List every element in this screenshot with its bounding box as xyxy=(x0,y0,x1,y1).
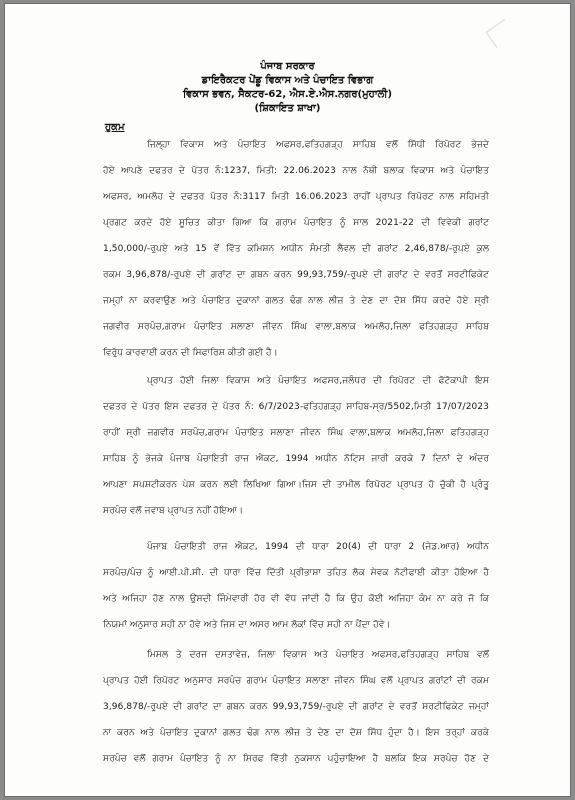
document-page xyxy=(4,3,571,797)
header-government: ਪੰਜਾਬ ਸਰਕਾਰ xyxy=(260,61,315,72)
paragraph-line: ਮਿਸਲ ਤੇ ਦਰਜ ਦਸਤਾਵੇਜ਼, ਜਿਲਾ ਵਿਕਾਸ ਅਤੇ ਪੰਚਾਇਤ ਅਫਸਰ,ਫਤਿਹਗੜ੍ਹ ਸਾਹਿਬ ਵਲੋਂ xyxy=(147,650,489,660)
paragraph-line: ਰਾਹੀਂ ਸ੍ਰੀ ਜਗਵੀਰ ਸਰਪੰਚ,ਗਰਾਮ ਪੰਚਾਇਤ ਸਲਾਣਾ ਜੀਵਨ ਸਿੰਘ ਵਾਲਾ,ਬਲਾਕ ਅਮਲੋਹ,ਜਿਲਾ ਫਤਿਹਗੜ੍ਹ xyxy=(103,428,489,438)
paragraph-line: ਪੰਜਾਬ ਪੰਚਾਇਤੀ ਰਾਜ ਐਕਟ, 1994 ਦੀ ਧਾਰਾ 20(4) ਦੀ ਧਾਰਾ 2 (ਜੇਡ.ਆਰ) ਅਧੀਨ xyxy=(147,542,489,552)
paragraph-line: ਜਮ੍ਹਾਂ ਨਾ ਕਰਵਾਉਣ ਅਤੇ ਪੰਚਾਇਤ ਦੁਕਾਨਾਂ ਗਲਤ ਢੰਗ ਨਾਲ ਲੀਜ਼ ਤੇ ਦੇਣ ਦਾ ਦੋਸ਼ ਸਿੱਧ ਕਰਦੇ ਹੋਏ ਸ੍ਰੀ xyxy=(103,296,489,306)
paragraph-line: ਆਪਣਾ ਸਪਸ਼ਟੀਕਰਨ ਪੇਸ਼ ਕਰਨ ਲਈ ਲਿਖਿਆ ਗਿਆ।ਜਿਸ ਦੀ ਤਾਮੀਲ ਰਿਪੋਰਟ ਪ੍ਰਾਪਤ ਹੋ ਚੁੱਕੀ ਹੈ ਪ੍ਰੰਤੂ xyxy=(103,480,489,490)
header-address: ਵਿਕਾਸ ਭਵਨ, ਸੈਕਟਰ-62, ਐਸ.ਏ.ਐਸ.ਨਗਰ(ਮੁਹਾਲੀ) xyxy=(182,89,393,100)
paragraph-line: ਪ੍ਰਾਪਤ ਹੋਈ ਜਿਲਾ ਵਿਕਾਸ ਅਤੇ ਪੰਚਾਇਤ ਅਫਸਰ,ਜਲੰਧਰ ਦੀ ਰਿਪੋਰਟ ਦੀ ਫੋਟੋਕਾਪੀ ਇਸ xyxy=(147,376,489,386)
paragraph-line: ਪ੍ਰਾਪਤ ਹੋਈ ਰਿਪੋਰਟ ਅਨੁਸਾਰ ਸਰਪੰਚ ਗਰਾਮ ਪੰਚਾਇਤ ਸਲਾਣਾ ਜੀਵਨ ਸਿੰਘ ਵਲੋਂ ਪ੍ਰਾਪਤ ਗਰਾਂਟਾਂ ਦੀ ਰਕਮ xyxy=(103,676,489,686)
letterhead xyxy=(5,60,570,116)
margin-pen-mark xyxy=(486,19,516,48)
paragraph-line: ਵਿਰੁੱਧ ਕਾਰਵਾਈ ਕਰਨ ਦੀ ਸਿਫਾਰਿਸ਼ ਕੀਤੀ ਗਈ ਹੈ। xyxy=(103,348,278,358)
paragraph-line: ਸਰਪੰਚ ਵਲੋਂ ਜਵਾਬ ਪ੍ਰਾਪਤ ਨਹੀਂ ਹੋਇਆ। xyxy=(103,506,244,516)
paragraph-line: ਸਾਹਿਬ ਨੂੰ ਭੇਜਕੇ ਪੰਜਾਬ ਪੰਚਾਇਤੀ ਰਾਜ ਐਕਟ, 1994 ਅਧੀਨ ਨੋਟਿਸ ਜਾਰੀ ਕਰਕੇ 7 ਦਿਨਾਂ ਦੇ ਅੰਦਰ xyxy=(103,454,489,464)
paragraph-line: ਅਫਸਰ, ਅਮਲੋਹ ਦੇ ਦਫਤਰ ਪੱਤਰ ਨੰ:3117 ਮਿਤੀ 16.06.2023 ਰਾਹੀਂ ਪ੍ਰਾਪਤ ਰਿਪੋਰਟ ਨਾਲ ਸਹਿਮਤੀ xyxy=(103,192,489,202)
paragraph-line: ਦਫਤਰ ਦੇ ਪੱਤਰ ਇਸ ਦਫਤਰ ਦੇ ਪੱਤਰ ਨੰ: 6/7/2023-ਫਤਿਹਗੜ੍ਹ ਸਾਹਿਬ-ਸ੍ਰ/5502,ਮਿਤੀ 17/07/2023 xyxy=(103,402,489,412)
paragraph-line: ਅਤੇ ਅਜਿਹਾ ਹੋਣ ਨਾਲ ਉਸਦੀ ਜਿੰਮੇਵਾਰੀ ਹੋਰ ਵੀ ਵੱਧ ਜਾਂਦੀ ਹੈ ਕਿ ਉਹ ਕੋਈ ਅਜਿਹਾ ਕੰਮ ਨਾ ਕਰੇ ਜੋ ਕਿ xyxy=(103,594,489,604)
paragraph-3 xyxy=(103,534,489,638)
paragraph-line: 3,96,878/-ਰੁਪਏ ਦੀ ਗਰਾਂਟ ਦਾ ਗਬਨ ਕਰਨ 99,93,759/-ਰੁਪਏ ਦੀ ਗਰਾਂਟ ਦੇ ਵਰਤੋਂ ਸਰਟੀਫਿਕੇਟ ਜਮ੍ਹਾਂ xyxy=(103,702,489,712)
paragraph-2 xyxy=(103,368,489,524)
paragraph-line: ਜਿਲ੍ਹਾ ਵਿਕਾਸ ਅਤੇ ਪੰਚਾਇਤ ਅਫਸਰ,ਫਤਿਹਗੜ੍ਹ ਸਾਹਿਬ ਵਲੋਂ ਸਿੱਧੀ ਰਿਪੋਰਟ ਭੇਜਦੇ xyxy=(147,140,489,150)
paragraph-line: ਸਰਪੰਚ ਵਲੋਂ ਗਰਾਮ ਪੰਚਾਇਤ ਨੂੰ ਨਾ ਸਿਰਫ ਵਿੱਤੀ ਨੁਕਸਾਨ ਪਹੁੰਚਾਇਆ ਹੈ ਬਲਕਿ ਇਕ ਸਰਪੰਚ ਹੋਣ ਦੇ xyxy=(103,754,489,764)
paragraph-4 xyxy=(103,642,489,772)
paragraph-line: ਹੋਏ ਆਪਣੇ ਦਫਤਰ ਦੇ ਪੱਤਰ ਨੰ:1237, ਮਿਤੀ: 22.06.2023 ਨਾਲ ਨੱਥੀ ਬਲਾਕ ਵਿਕਾਸ ਅਤੇ ਪੰਚਾਇਤ xyxy=(103,166,489,176)
paragraph-line: ਪ੍ਰਗਟ ਕਰਦੇ ਹੋਏ ਸੂਚਿਤ ਕੀਤਾ ਗਿਆ ਕਿ ਗਰਾਮ ਪੰਚਾਇਤ ਨੂੰ ਸਾਲ 2021-22 ਦੀ ਵਿਵੇਕੀ ਗਰਾਂਟ xyxy=(103,218,489,228)
paragraph-line: ਨਾ ਕਰਨ ਅਤੇ ਪੰਚਾਇਤ ਦੁਕਾਨਾਂ ਗਲਤ ਢੰਗ ਨਾਲ ਲੀਜ਼ ਤੇ ਦੇਣ ਦਾ ਦੋਸ਼ ਸਿੱਧ ਹੁੰਦਾ ਹੈ। ਇਸ ਤਰ੍ਹਾਂ ਕਰਕੇ xyxy=(103,728,489,738)
paragraph-line: ਜਗਵੀਰ ਸਰਪੰਚ,ਗਰਾਮ ਪੰਚਾਇਤ ਸਲਾਣਾ ਜੀਵਨ ਸਿੰਘ ਵਾਲਾ,ਬਲਾਕ ਅਮਲੋਹ,ਜਿਲਾ ਫਤਿਹਗੜ੍ਹ ਸਾਹਿਬ xyxy=(103,322,489,332)
order-heading: ਹੁਕਮ xyxy=(105,122,125,133)
paragraph-1 xyxy=(103,132,489,366)
header-branch: (ਸ਼ਿਕਾਇਤ ਸ਼ਾਖਾ) xyxy=(254,103,321,114)
paragraph-line: ਸਰਪੰਚ/ਪੰਚ ਨੂੰ ਆਈ.ਪੀ.ਸੀ. ਦੀ ਧਾਰਾ ਵਿੱਚ ਦਿੱਤੀ ਪ੍ਰੀਭਾਸ਼ਾ ਤਹਿਤ ਲੋਕ ਸੇਵਕ ਨੋਟੀਫਾਈ ਕੀਤਾ ਹੋਇਆ ਹੈ xyxy=(103,568,489,578)
header-department: ਡਾਇਰੈਕਟਰ ਪੇਂਡੂ ਵਿਕਾਸ ਅਤੇ ਪੰਚਾਇਤ ਵਿਭਾਗ xyxy=(201,75,374,86)
paragraph-line: ਰਕਮ 3,96,878/-ਰੁਪਏ ਦੀ ਗਰਾਂਟ ਦਾ ਗਬਨ ਕਰਨ 99,93,759/-ਰੁਪਏ ਦੀ ਗਰਾਂਟ ਦੇ ਵਰਤੋਂ ਸਰਟੀਫਿਕੇਟ xyxy=(103,270,489,280)
paragraph-line: ਨਿਯਮਾਂ ਅਨੁਸਾਰ ਸਹੀ ਨਾ ਹੋਵੇ ਅਤੇ ਜਿਸ ਦਾ ਅਸਰ ਆਮ ਲੋਕਾਂ ਵਿੱਚ ਸਹੀ ਨਾ ਪੈਂਦਾ ਹੋਵੇ। xyxy=(103,620,391,630)
paragraph-line: 1,50,000/-ਰੁਪਏ ਅਤੇ 15 ਵੇਂ ਵਿੱਤ ਕਮਿਸ਼ਨ ਅਧੀਨ ਸੰਮਤੀ ਲੈਵਲ ਦੀ ਗਰਾਂਟ 2,46,878/-ਰੁਪਏ ਕੁਲ xyxy=(103,244,489,254)
